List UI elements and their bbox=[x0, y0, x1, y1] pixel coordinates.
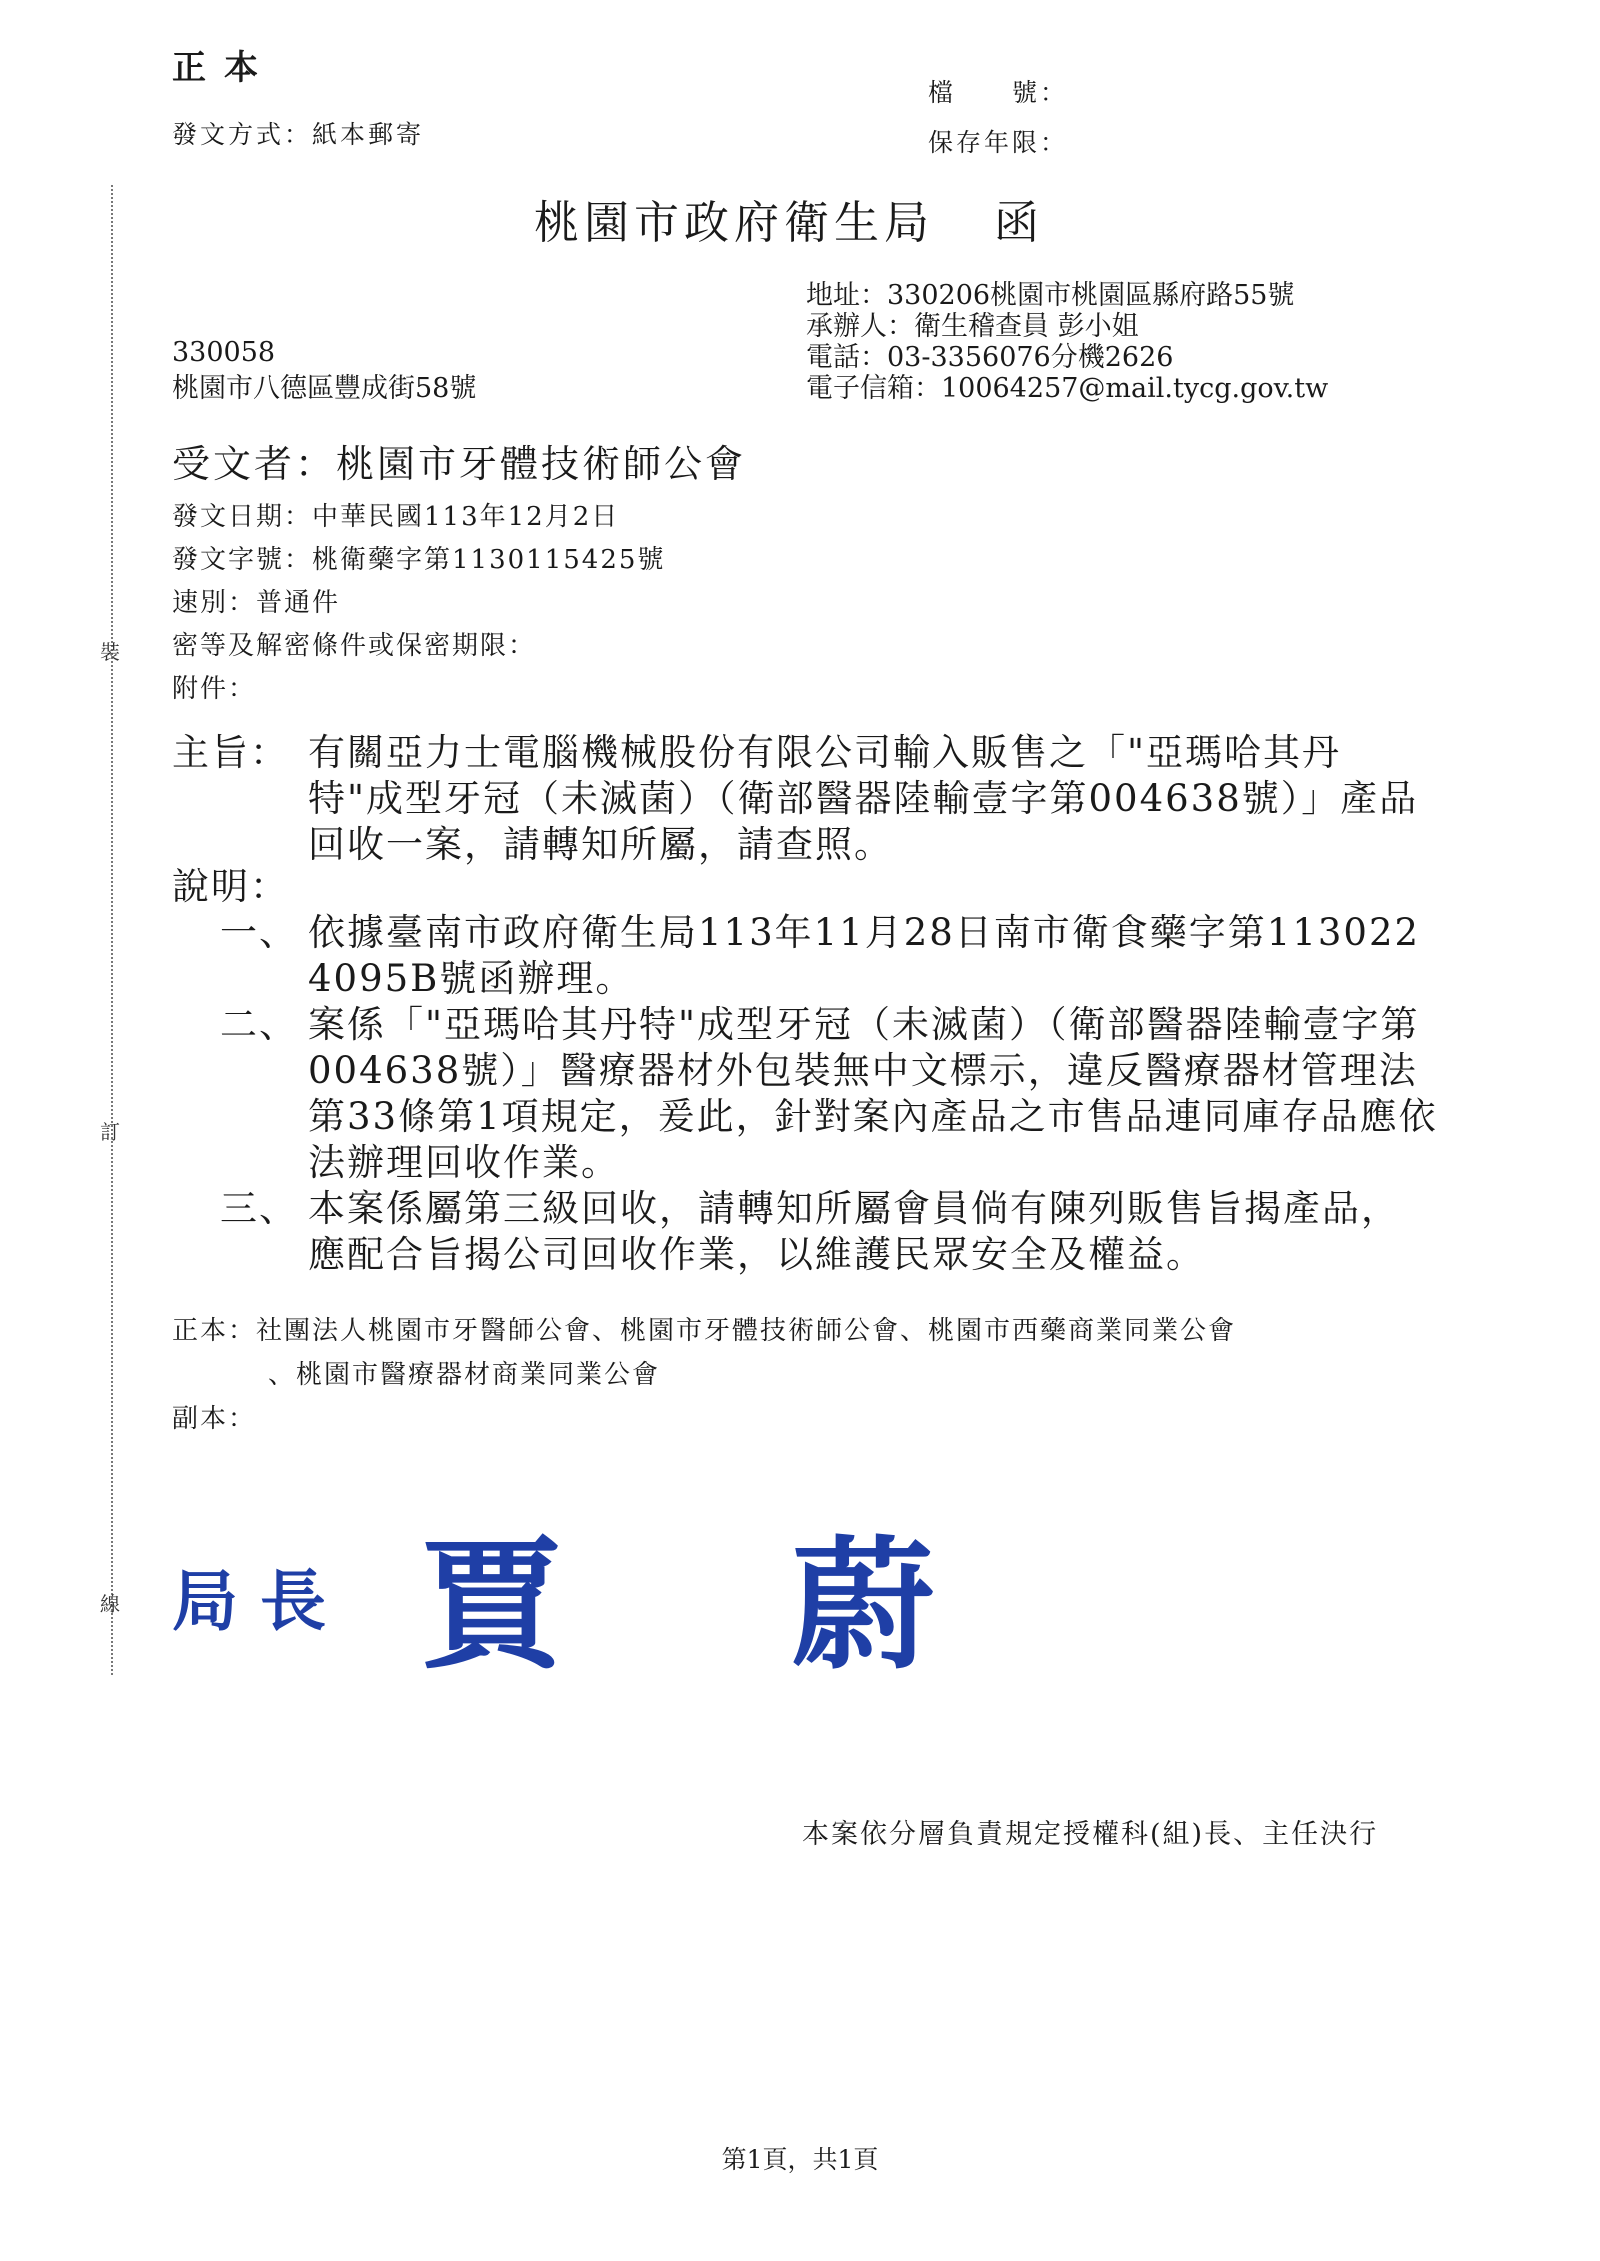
official-title-stamp: 局長 bbox=[172, 1562, 348, 1640]
sender-email: 電子信箱：10064257@mail.tycg.gov.tw bbox=[806, 373, 1329, 404]
description-item-text: 依據臺南市政府衛生局113年11月28日南市衛食藥字第1130224095B號函辦理。 bbox=[308, 911, 1421, 1000]
subject-label: 主旨： bbox=[172, 731, 289, 774]
recipient-street-address: 桃園市八德區豐成街58號 bbox=[172, 373, 477, 404]
document-meta bbox=[172, 496, 665, 711]
sender-phone: 電話：03-3356076分機2626 bbox=[806, 342, 1174, 373]
description-item-text: 案係「"亞瑪哈其丹特"成型牙冠（未滅菌）（衛部醫器陸輸壹字第004638號）」醫療器材外包裝無中文標示，違反醫療器材管理法第33條第1項規定，爰此，針對案內產品之市售品連同庫存品應依法辦理回收作業。 bbox=[308, 1003, 1438, 1184]
handler-name: 承辦人：衛生稽查員 彭小姐 bbox=[806, 311, 1139, 342]
description-label: 說明： bbox=[172, 865, 289, 908]
document-kind: 函 bbox=[994, 196, 1045, 249]
document-title bbox=[534, 186, 1044, 251]
dispatch-method: 發文方式：紙本郵寄 bbox=[172, 120, 425, 149]
original-recipients-line2: 、桃園市醫療器材商業同業公會 bbox=[268, 1360, 661, 1390]
description-item-number: 二、 bbox=[220, 1003, 298, 1046]
recipient-address-block bbox=[172, 335, 476, 407]
document-number: 發文字號：桃衛藥字第1130115425號 bbox=[172, 545, 666, 575]
classification-field: 密等及解密條件或保密期限： bbox=[172, 631, 537, 661]
description-item-number: 三、 bbox=[220, 1187, 298, 1230]
binding-line bbox=[111, 185, 113, 1675]
page-indicator: 第1頁，共1頁 bbox=[721, 2145, 879, 2174]
original-recipients-line1: 正本：社團法人桃園市牙醫師公會、桃園市牙體技術師公會、桃園市西藥商業同業公會 bbox=[172, 1316, 1237, 1346]
agency-name: 桃園市政府衛生局 bbox=[534, 196, 935, 249]
delegation-note: 本案依分層負責規定授權科(組)長、主任決行 bbox=[802, 1819, 1379, 1850]
file-number-label: 檔 號： bbox=[928, 78, 1069, 107]
binding-mark-zhuang: 裝 bbox=[100, 640, 120, 664]
binding-mark-xian: 線 bbox=[100, 1592, 120, 1616]
subject-text: 有關亞力士電腦機械股份有限公司輸入販售之「"亞瑪哈其丹特"成型牙冠（未滅菌）（衛部醫器陸輸壹字第004638號）」產品回收一案，請轉知所屬，請查照。 bbox=[308, 731, 1419, 866]
sender-contact bbox=[806, 280, 1328, 404]
attachments-field: 附件： bbox=[172, 674, 257, 704]
copy-type-label: 正本 bbox=[172, 48, 276, 88]
recipient-line: 受文者：桃園市牙體技術師公會 bbox=[172, 442, 747, 486]
binding-mark-ding: 訂 bbox=[100, 1120, 120, 1144]
description-item-number: 一、 bbox=[220, 911, 298, 954]
copy-recipients: 副本： bbox=[172, 1404, 257, 1434]
issue-date: 發文日期：中華民國113年12月2日 bbox=[172, 502, 620, 532]
description-item-text: 本案係屬第三級回收，請轉知所屬會員倘有陳列販售旨揭產品，應配合旨揭公司回收作業，以維護民眾安全及權益。 bbox=[308, 1187, 1400, 1276]
retention-period-label: 保存年限： bbox=[928, 128, 1069, 157]
priority-field: 速別：普通件 bbox=[172, 588, 341, 618]
sender-address: 地址：330206桃園市桃園區縣府路55號 bbox=[806, 280, 1295, 311]
official-name-stamp: 賈蔚 bbox=[420, 1523, 1164, 1689]
recipient-postal-code: 330058 bbox=[172, 337, 276, 368]
